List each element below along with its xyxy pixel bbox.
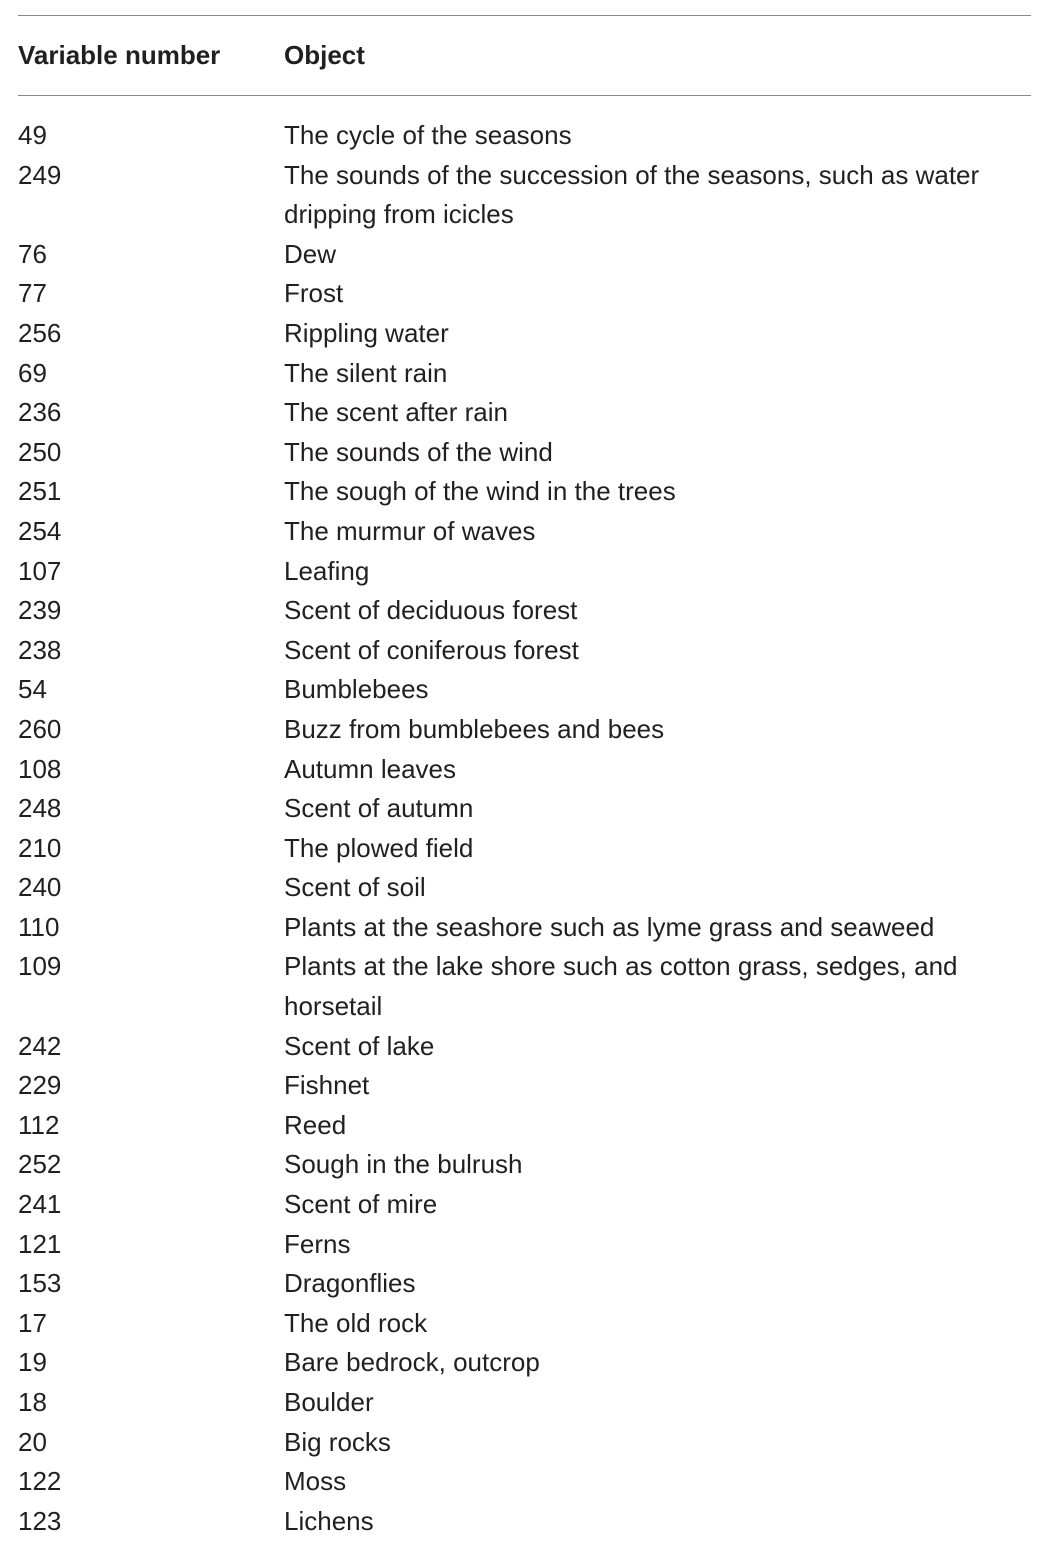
variable-number-cell: 240 [18, 872, 62, 903]
table-row [18, 156, 1031, 235]
object-cell: Bumblebees [284, 674, 429, 705]
object-cell: Bare bedrock, outcrop [284, 1347, 540, 1378]
table-row [18, 512, 1031, 552]
table-row [18, 433, 1031, 473]
variable-number-cell: 123 [18, 1505, 62, 1536]
table-row [18, 1225, 1031, 1265]
variable-number-cell: 241 [18, 1189, 62, 1220]
header-object: Object [284, 40, 365, 70]
object-cell: Dragonflies [284, 1268, 416, 1299]
object-cell: Lichens [284, 1505, 374, 1536]
table-row [18, 829, 1031, 869]
object-cell: Buzz from bumblebees and bees [284, 713, 665, 744]
table-row [18, 750, 1031, 790]
variable-number-cell: 112 [18, 1109, 60, 1140]
table-row [18, 1343, 1031, 1383]
object-cell: The scent after rain [284, 397, 508, 428]
table-row [18, 354, 1031, 394]
variable-number-cell: 110 [18, 911, 60, 942]
table-row [18, 591, 1031, 631]
variable-number-cell: 153 [18, 1268, 62, 1299]
object-cell: Scent of lake [284, 1030, 435, 1061]
object-cell: Scent of autumn [284, 793, 474, 824]
variable-number-cell: 238 [18, 634, 62, 665]
object-cell: Plants at the seashore such as lyme grass and seaweed [284, 911, 935, 942]
variable-number-cell: 236 [18, 397, 62, 428]
table-header [18, 16, 1031, 95]
variable-number-cell: 256 [18, 317, 62, 348]
variable-number-cell: 260 [18, 713, 62, 744]
table-body [18, 96, 1031, 1541]
object-cell: Fishnet [284, 1070, 370, 1101]
object-cell: The plowed field [284, 832, 474, 863]
table-row [18, 1027, 1031, 1067]
table-row [18, 631, 1031, 671]
table-row [18, 1185, 1031, 1225]
variable-number-cell: 17 [18, 1307, 47, 1338]
variable-number-cell: 109 [18, 951, 62, 982]
object-cell: Reed [284, 1109, 347, 1140]
object-cell: The sounds of the wind [284, 436, 553, 467]
object-cell: The cycle of the seasons [284, 120, 572, 150]
table-row [18, 1066, 1031, 1106]
table-row [18, 235, 1031, 275]
header-variable-number: Variable number [18, 40, 221, 70]
table-row [18, 947, 1031, 1026]
variable-number-cell: 254 [18, 515, 62, 546]
object-cell: The silent rain [284, 357, 448, 388]
object-cell: Scent of mire [284, 1189, 438, 1220]
variable-number-cell: 18 [18, 1387, 47, 1417]
table-row [18, 670, 1031, 710]
variable-number-cell: 251 [18, 476, 62, 507]
table-row [18, 908, 1031, 948]
table-row [18, 789, 1031, 829]
variable-number-cell: 122 [18, 1466, 62, 1497]
object-cell: Scent of deciduous forest [284, 595, 578, 626]
table-row [18, 116, 1031, 156]
table-row [18, 1423, 1031, 1463]
object-cell: Frost [284, 278, 344, 309]
table-row [18, 274, 1031, 314]
object-cell: The old rock [284, 1307, 428, 1338]
table-row [18, 1264, 1031, 1304]
object-cell: The sounds of the succession of the seasons, such as water dripping from icicles [284, 159, 980, 230]
data-table [18, 15, 1031, 1541]
table-row [18, 1502, 1031, 1542]
variable-number-cell: 77 [18, 278, 47, 309]
table-row [18, 314, 1031, 354]
variable-number-cell: 250 [18, 436, 62, 467]
variable-number-cell: 107 [18, 555, 62, 586]
variable-number-cell: 76 [18, 238, 47, 269]
variable-number-cell: 252 [18, 1149, 62, 1180]
table-row [18, 1383, 1031, 1423]
variable-number-cell: 108 [18, 753, 62, 784]
object-cell: Dew [284, 238, 337, 269]
variable-number-cell: 210 [18, 832, 62, 863]
variable-number-cell: 20 [18, 1426, 47, 1457]
variable-number-cell: 229 [18, 1070, 62, 1101]
object-cell: Ferns [284, 1228, 351, 1259]
variable-number-cell: 242 [18, 1030, 62, 1061]
table-row [18, 1462, 1031, 1502]
object-cell: Plants at the lake shore such as cotton grass, sedges, and horsetail [284, 951, 958, 1022]
object-cell: Scent of coniferous forest [284, 634, 579, 665]
object-cell: Sough in the bulrush [284, 1149, 523, 1180]
object-cell: Scent of soil [284, 872, 426, 903]
variable-number-cell: 49 [18, 120, 47, 150]
table-row [18, 393, 1031, 433]
table-row [18, 552, 1031, 592]
object-cell: The murmur of waves [284, 515, 536, 546]
variable-number-cell: 69 [18, 357, 47, 388]
object-cell: Autumn leaves [284, 753, 456, 784]
object-cell: Moss [284, 1466, 347, 1497]
table-row [18, 1145, 1031, 1185]
variable-number-cell: 54 [18, 674, 47, 705]
object-cell: Leafing [284, 555, 370, 586]
object-cell: Big rocks [284, 1426, 391, 1457]
variable-number-cell: 248 [18, 793, 62, 824]
object-cell: The sough of the wind in the trees [284, 476, 676, 507]
object-cell: Rippling water [284, 317, 449, 348]
table-row [18, 710, 1031, 750]
object-cell: Boulder [284, 1387, 374, 1417]
table-row [18, 868, 1031, 908]
table-row [18, 472, 1031, 512]
variable-number-cell: 121 [18, 1228, 62, 1259]
table-row [18, 1304, 1031, 1344]
variable-number-cell: 19 [18, 1347, 47, 1378]
variable-number-cell: 239 [18, 595, 62, 626]
variable-number-cell: 249 [18, 159, 62, 190]
table-row [18, 1106, 1031, 1146]
